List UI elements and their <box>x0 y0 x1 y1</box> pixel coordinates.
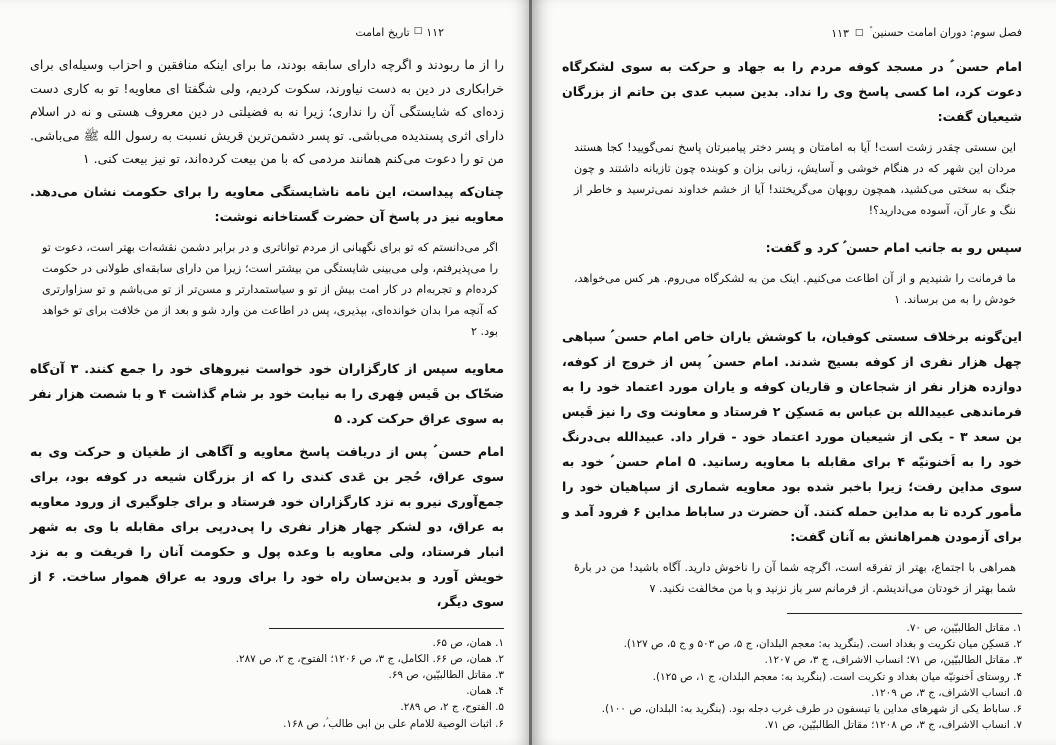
right-page-number: ۱۱۳ <box>831 26 849 40</box>
header-separator-icon: □ <box>854 28 864 38</box>
footnote: ۱. مقاتل الطالبیّین، ص ۷۰. <box>906 622 1022 634</box>
right-paragraph-3: این‌گونه برخلاف سستی کوفیان، با کوشش یاران خاص امام حسن ؑ سپاهی چهل هزار نفری از کوفه بسیج شدند. امام حسن ؑ پس از خروج از کوفه، دوازده هزار نفر از شجاعان و قاریان کوفه و یاران مورد اعتماد خود را به فرماندهی عبیدالله بن عباس به مَسکِن ۲ فرستاد و معاونت وی را نیز قَیس بن سعد ۳ - یکی از شیعیان مورد اعتماد خود - قرار داد. عبیدالله بی‌درنگ خود را به اَخنونیّه ۴ برای مقابله با معاویه رسانید. ۵ امام حسن ؑ خود به سوی مداین رفت؛ زیرا باخبر شده بود معاویه شماری از سپاهیان خود را مأمور کرده تا به مداین حمله کنند. آن حضرت در ساباط مداین ۶ فرود آمد و برای آزمودن همراهانش به آنان گفت: <box>562 329 1023 544</box>
footnote: ۶. ساباط یکی از شهرهای مداین یا تیسفون در طرف غرب دجله بود. (بنگرید به: البلدان، ص ۱۰۰). <box>601 703 1022 716</box>
right-footnotes <box>562 620 1022 733</box>
right-page <box>532 0 1056 745</box>
footnote-divider <box>787 613 1022 614</box>
footnote: ۴. همان. <box>466 685 504 698</box>
footnote: ۶. اثبات الوصیة للامام علی بن ابی طالب ؑ، ص ۱۶۸. <box>283 717 504 730</box>
left-page-running-title: تاریخ امامت <box>355 26 410 39</box>
footnote: ۲. مَسکِن میان تکریت و بغداد است. (بنگرید به: معجم البلدان، ج ۵، ص ۵۰۳ و ج ۵، ص ۱۲۷). <box>623 638 1022 651</box>
right-quote-1: این سستی چقدر زشت است! آیا به امامتان و پسر دختر پیامبرتان پاسخ نمی‌گویید! کجا هستند مردان این شهر که در هنگام خوشی و آسایش، زبانی بزان و کوبنده چون تازیانه داشتند و چون جنگ به سختی می‌کشید، همچون روبهان می‌گریختند! آیا از خشم خداوند نمی‌ترسید و خاطر از ننگ و عار آن، آسوده می‌دارید؟! <box>574 141 1016 217</box>
left-paragraph-1: را از ما ربودند و اگرچه دارای سابقه بودند، ما برای اینکه منافقین و احزاب وسیله‌ای برای خرابکاری در دین به دست نیاورند، سکوت کردیم، ولی شگفتا ای معاویه! تو به کاری دست زده‌ای که شایستگی آن را نداری؛ زیرا نه به فضیلتی در دین معروف هستی و نه در اسلام دارای اثری پسندیده می‌باشی. تو پسر دشمن‌ترین قریش نسبت به رسول الله ﷺ می‌باشی. من تو را دعوت می‌کنم همانند مردمی که با من بیعت کرده‌اند، تو نیز بیعت کنی. ۱ <box>30 57 504 166</box>
right-page-running-title: فصل سوم: دوران امامت حسنین ؑ <box>869 26 1022 39</box>
right-quote-2: ما فرمانت را شنیدیم و از آن اطاعت می‌کنیم. اینک من به لشکرگاه می‌روم. هر کس می‌خواهد، خودش را به من برساند. ۱ <box>574 272 1016 306</box>
left-paragraph-2: چنان‌که پیداست، این نامه ناشایستگی معاویه را برای حکومت نشان می‌دهد. معاویه نیز در پاسخ آن حضرت گستاخانه نوشت: <box>30 183 504 224</box>
footnote: ۳. مقاتل الطالبیّین، ص ۶۹. <box>388 668 504 681</box>
footnote-divider <box>269 628 504 629</box>
left-page-header <box>30 26 504 39</box>
right-page-header <box>562 26 1022 40</box>
right-paragraph-1: امام حسن ؑ در مسجد کوفه مردم را به جهاد و حرکت به سوی لشکرگاه دعوت کرد، اما کسی پاسخ وی را نداد. بدین سبب عدی بن حاتم از بزرگان شیعیان گفت: <box>562 59 1022 124</box>
footnote: ۳. مقاتل الطالبیّین، ص ۷۱؛ انساب الاشراف، ج ۳، ص ۱۲۰۷. <box>764 654 1022 667</box>
footnote: ۴. روستای اَخنونیّه میان بغداد و تکریت است. (بنگرید به: معجم البلدان، ج ۱، ص ۱۲۵). <box>652 670 1022 683</box>
header-separator-icon: □ <box>413 26 423 36</box>
left-paragraph-4: امام حسن ؑ پس از دریافت پاسخ معاویه و آگاهی از طغیان و حرکت وی به سوی عراق، حُجر بن عَدی کندی را که از بزرگان شیعه در کوفه بود، برای جمع‌آوری نیرو به نزد کارگزاران خود فرستاد و برای جلوگیری از ورود معاویه به عراق، دو لشکر چهار هزار نفری را پی‌درپی برای مقابله با وی به شهر انبار فرستاد، ولی معاویه با وعده پول و حکومت آنان را فریفت و به نزد خویش آورد و بدین‌سان راه خود را برای ورود به عراق هموار ساخت. ۶ از سوی دیگر، <box>30 443 504 609</box>
footnote: ۵. انساب الاشراف، ج ۳، ص ۱۲۰۹. <box>871 686 1022 699</box>
left-paragraph-3: معاویه سپس از کارگزاران خود خواست نیروهای خود را جمع کنند. ۳ آن‌گاه ضحّاک بن قَیس فِهری را به نیابت خود بر شام گذاشت ۴ و با شصت هزار نفر به سوی عراق حرکت کرد. ۵ <box>30 360 505 426</box>
footnote: ۷. انساب الاشراف، ج ۳، ص ۱۲۰۸؛ مقاتل الطالبیّین، ص ۷۱. <box>764 719 1022 732</box>
right-quote-3: همراهی با اجتماع، بهتر از تفرقه است، اگرچه شما آن را ناخوش دارید. آگاه باشید! من در بارهٔ شما بهتر از خودتان می‌اندیشم. از فرمانم سر باز نزنید و با من مخالفت نکنید. ۷ <box>574 561 1016 595</box>
left-page-number: ۱۱۲ <box>426 26 444 39</box>
left-footnotes <box>30 635 504 732</box>
footnote: ۵. الفتوح، ج ۲، ص ۲۸۹. <box>400 701 504 714</box>
footnote: ۲. همان، ص ۶۶. الکامل، ج ۳، ص ۱۲۰۶؛ الفتوح، ج ۲، ص ۲۸۷. <box>235 652 504 665</box>
left-quote-1: اگر می‌دانستم که تو برای نگهبانی از مردم تواناتری و در برابر دشمن نقشه‌ات بهتر است، دعوت تو را می‌پذیرفتم، ولی می‌بینی شایستگی من بیشتر است؛ زیرا من دارای سابقه‌ای طولانی در حکومت کرده‌ام و تجربه‌ام در کار امت بیش از تو و سیاستمدارتر و مسن‌تر از تو می‌باشم و تو سزاوارتری که آنچه مرا بدان خوانده‌ای، بپذیری، پس در اطاعت من وارد شو و بعد از من خلافت برای تو خواهد بود. ۲ <box>42 240 498 338</box>
footnote: ۱. همان، ص ۶۵. <box>432 636 504 649</box>
right-paragraph-2: سپس رو به جانب امام حسن ؑ کرد و گفت: <box>765 240 1022 255</box>
